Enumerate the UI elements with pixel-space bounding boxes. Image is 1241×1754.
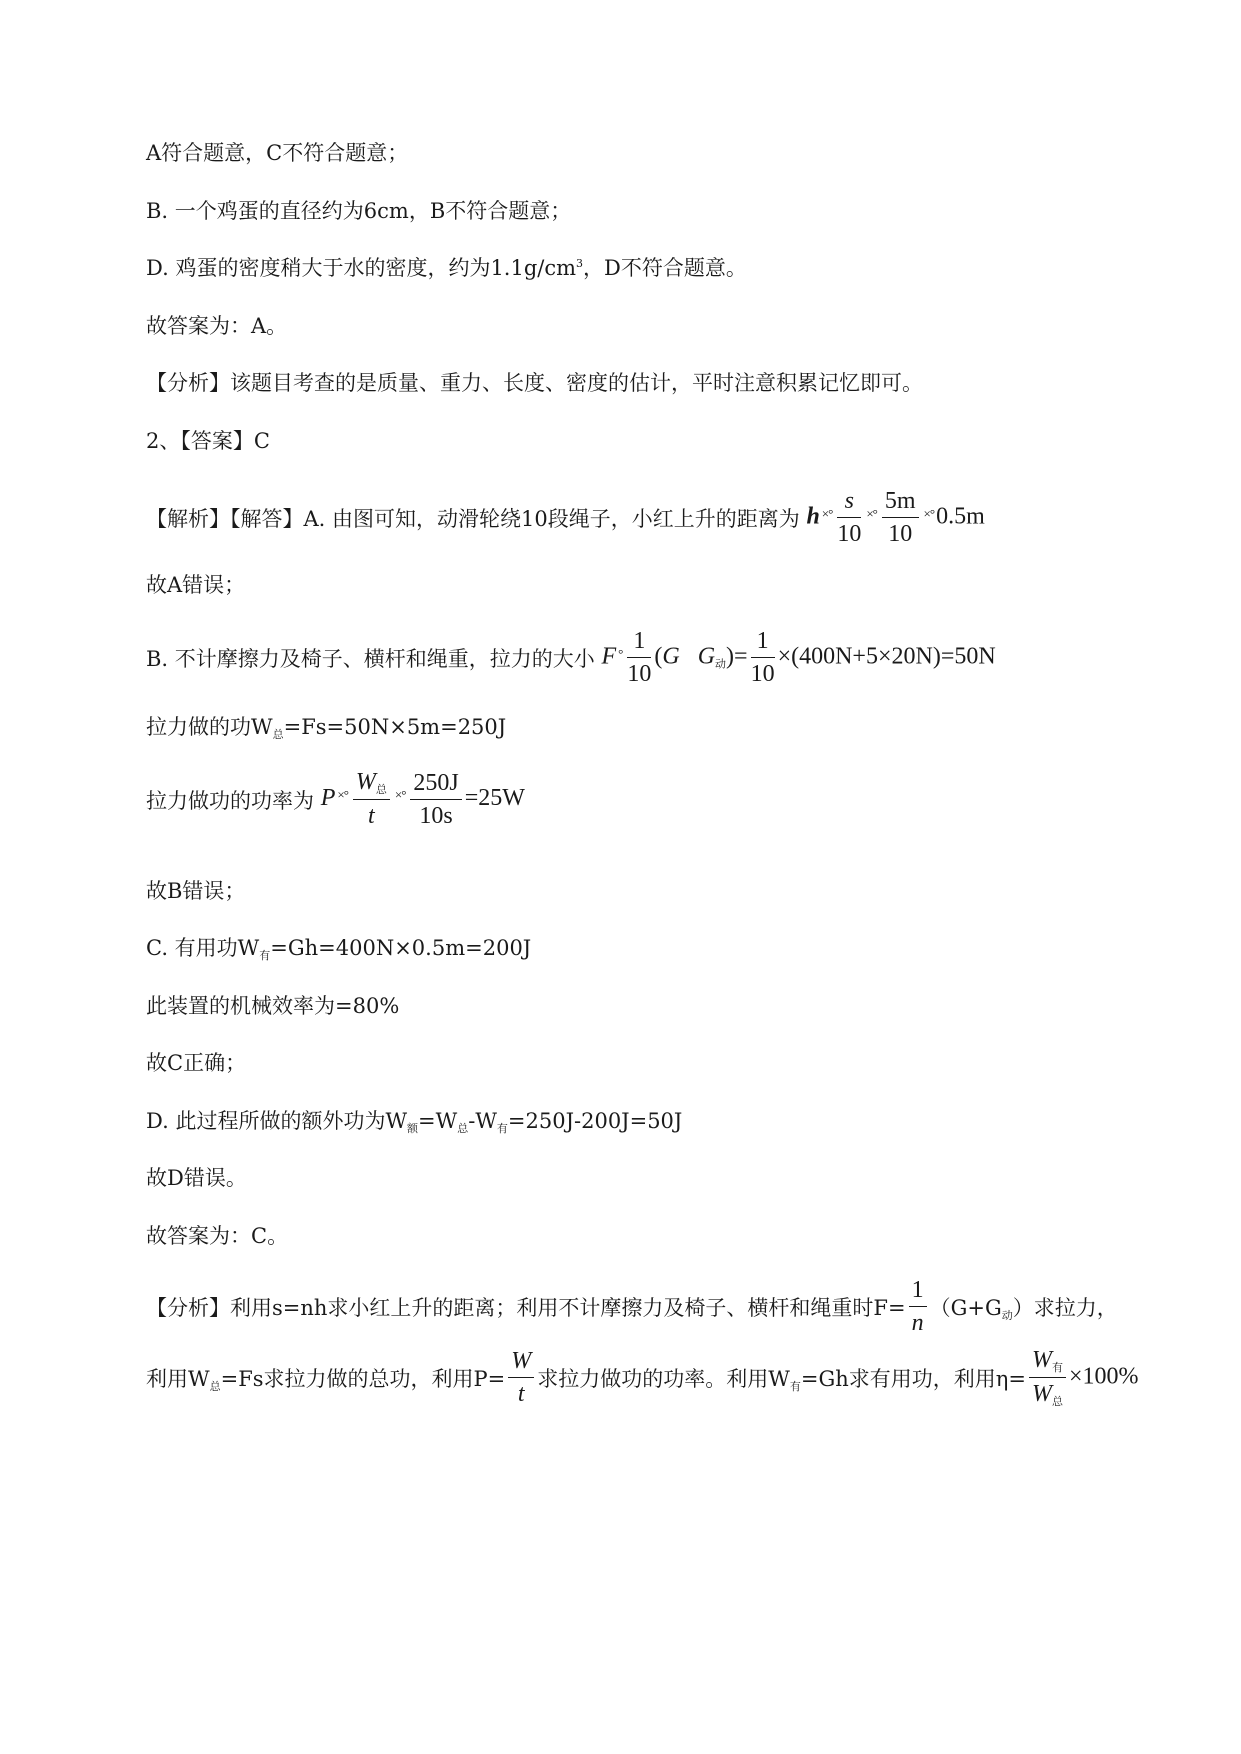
text-line-with-formula: [146, 628, 996, 688]
formula-one-over-n: $\frac{1}{n}$: [906, 1277, 930, 1337]
formula-power: P ×° $\frac{W_总}{t}$ ×° $\frac{250J}{10s}$ =25W: [320, 769, 525, 829]
line-text: 【分析】利用s=nh求小红上升的距离；利用不计摩擦力及椅子、横杆和绳重时F=: [146, 1296, 906, 1320]
line-text: 【解析】【解答】A. 由图可知，动滑轮绕10段绳子，小红上升的距离为: [146, 507, 800, 531]
text-line-with-formula: [146, 1277, 1118, 1337]
text-line: [146, 431, 270, 452]
line-text: 故答案为：A。: [146, 314, 288, 338]
text-line: [146, 881, 245, 902]
text-line: [146, 938, 531, 961]
subscript: 额: [407, 1122, 419, 1135]
subscript: 动: [1001, 1308, 1013, 1322]
text-line: [146, 143, 408, 164]
line-text: =W: [418, 1109, 458, 1133]
text-line-with-formula: [146, 1347, 1138, 1409]
text-line: [146, 316, 287, 337]
text-line: [146, 201, 571, 222]
text-line: [146, 1168, 247, 1189]
subscript: 总: [457, 1122, 469, 1135]
superscript: 3: [576, 257, 584, 270]
line-text: 【分析】该题目考查的是质量、重力、长度、密度的估计，平时注意积累记忆即可。: [146, 371, 923, 395]
line-text: 此装置的机械效率为=80%: [146, 994, 400, 1018]
line-text: ，D不符合题意。: [583, 256, 747, 280]
line-text: D. 鸡蛋的密度稍大于水的密度，约为1.1g/cm: [146, 256, 577, 280]
formula-pull-force: F ° $\frac{1}{10}$ (G $G_动)=$ $\frac{1}{10}$ ×(400N+5×20N)=50N: [601, 628, 996, 687]
subscript: 总: [272, 728, 284, 741]
formula-w-over-t: $\frac{W}{t}$: [505, 1348, 537, 1408]
text-line: [146, 258, 747, 279]
line-text: 拉力做的功W: [146, 715, 273, 739]
line-text: ）求拉力，: [1012, 1295, 1118, 1320]
line-text: 故D错误。: [146, 1166, 247, 1190]
line-text: =Gh求有用功，利用η=: [800, 1366, 1026, 1391]
text-line: [146, 996, 399, 1017]
line-text: B. 一个鸡蛋的直径约为6cm，B不符合题意；: [146, 199, 572, 223]
subscript: 有: [789, 1379, 801, 1393]
line-text: =Fs求拉力做的总功，利用P=: [220, 1366, 506, 1391]
subscript: 有: [259, 949, 271, 962]
text-line: [146, 1226, 288, 1247]
line-text: =Gh=400N×0.5m=200J: [270, 936, 532, 960]
line-text: （G+G: [929, 1295, 1002, 1320]
line-text: 拉力做功的功率为: [146, 788, 314, 813]
text-line: [146, 1111, 682, 1134]
line-text: -W: [468, 1109, 497, 1133]
text-line-with-formula: [146, 488, 985, 548]
line-text: A符合题意，C不符合题意；: [146, 141, 409, 165]
line-text: 求拉力做功的功率。利用W: [537, 1366, 790, 1391]
text-line: [146, 575, 245, 596]
line-text: =Fs=50N×5m=250J: [283, 715, 507, 739]
line-text: 故答案为：C。: [146, 1224, 289, 1248]
line-text: D. 此过程所做的额外功为W: [146, 1109, 408, 1133]
subscript: 有: [496, 1122, 508, 1135]
line-text: B. 不计摩擦力及椅子、横杆和绳重，拉力的大小: [146, 647, 595, 671]
line-text: 故C正确；: [146, 1051, 247, 1075]
subscript: 总: [209, 1379, 221, 1393]
text-line: [146, 373, 923, 394]
line-text: =250J-200J=50J: [507, 1109, 683, 1133]
line-text: 2、【答案】C: [146, 429, 270, 453]
formula-distance: h ×° $\frac{s}{10}$ ×° $\frac{5m}{10}$ ×°0.5m: [806, 488, 985, 547]
line-text: 利用W: [146, 1366, 210, 1391]
text-line-with-formula: [146, 769, 525, 830]
line-text: 故B错误；: [146, 879, 246, 903]
text-line: [146, 1053, 246, 1074]
line-text: C. 有用功W: [146, 936, 260, 960]
text-line: [146, 717, 506, 740]
line-text: 故A错误；: [146, 573, 246, 597]
formula-efficiency: $\frac{W_有}{W_总}$ ×100%: [1026, 1347, 1139, 1409]
